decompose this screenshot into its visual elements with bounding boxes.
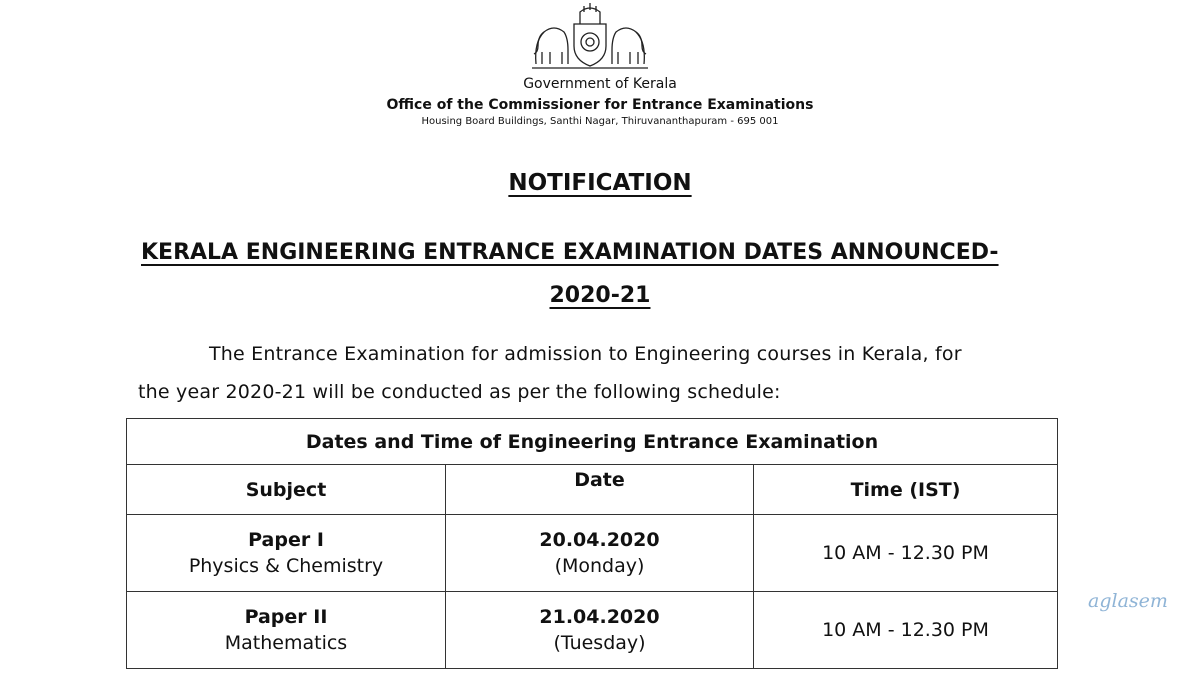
column-header-subject: Subject xyxy=(127,465,446,515)
notification-heading xyxy=(0,170,1200,196)
exam-date: 20.04.2020 xyxy=(539,529,660,551)
exam-schedule-table xyxy=(126,418,1058,669)
government-name: Government of Kerala xyxy=(523,76,677,92)
column-header-time: Time (IST) xyxy=(754,465,1058,515)
notice-title-line-1: KERALA ENGINEERING ENTRANCE EXAMINATION DATES ANNOUNCED- xyxy=(141,240,999,265)
notice-title-line-2 xyxy=(0,283,1200,308)
table-row xyxy=(127,592,1058,669)
table-row xyxy=(127,515,1058,592)
kerala-emblem-icon xyxy=(528,2,652,72)
exam-day: (Tuesday) xyxy=(553,632,646,654)
notification-heading-text: NOTIFICATION xyxy=(508,170,692,196)
watermark: aglasem xyxy=(1088,590,1168,612)
time-cell: 10 AM - 12.30 PM xyxy=(754,515,1058,592)
paper-name: Paper II xyxy=(244,606,328,628)
subject-name: Physics & Chemistry xyxy=(188,555,384,577)
table-header-row xyxy=(127,465,1058,515)
date-cell xyxy=(446,515,754,592)
notice-body-line-1: The Entrance Examination for admission to Engineering courses in Kerala, for xyxy=(209,343,962,365)
table-caption-row xyxy=(127,419,1058,465)
time-cell: 10 AM - 12.30 PM xyxy=(754,592,1058,669)
subject-name: Mathematics xyxy=(224,632,348,654)
column-header-date: Date xyxy=(446,465,754,515)
subject-cell xyxy=(127,515,446,592)
table-caption: Dates and Time of Engineering Entrance Examination xyxy=(127,419,1058,465)
paper-name: Paper I xyxy=(248,529,324,551)
office-name: Office of the Commissioner for Entrance Examinations xyxy=(386,97,814,113)
subject-cell xyxy=(127,592,446,669)
date-cell xyxy=(446,592,754,669)
notice-title-year: 2020-21 xyxy=(549,283,651,308)
office-address: Housing Board Buildings, Santhi Nagar, Thiruvananthapuram - 695 001 xyxy=(421,116,779,127)
notice-body-line-2: the year 2020-21 will be conducted as per the following schedule: xyxy=(138,381,781,403)
exam-date: 21.04.2020 xyxy=(539,606,660,628)
exam-day: (Monday) xyxy=(554,555,645,577)
